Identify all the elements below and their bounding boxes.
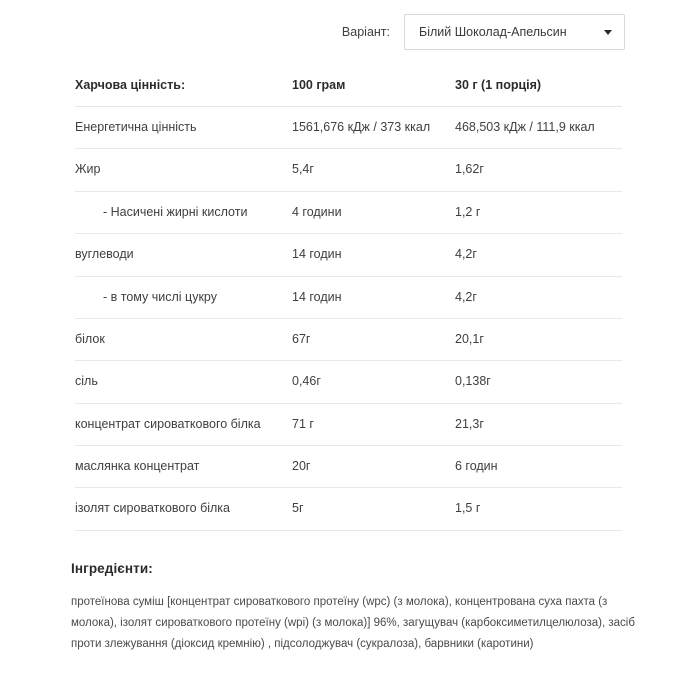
row-value-per-100g: 14 годин [292, 234, 455, 276]
table-row [75, 276, 622, 318]
row-label: - в тому числі цукру [75, 276, 292, 318]
table-row [75, 318, 622, 360]
table-row [75, 361, 622, 403]
table-row [75, 107, 622, 149]
table-row [75, 488, 622, 530]
row-value-per-100g: 4 години [292, 191, 455, 233]
variant-selector-row [0, 14, 700, 50]
row-value-per-serving: 468,503 кДж / 111,9 ккал [455, 107, 622, 149]
row-value-per-100g: 1561,676 кДж / 373 ккал [292, 107, 455, 149]
table-header-row [75, 64, 622, 107]
row-value-per-serving: 1,62г [455, 149, 622, 191]
ingredients-section [71, 561, 635, 655]
row-value-per-100g: 20г [292, 446, 455, 488]
row-label: - Насичені жирні кислоти [75, 191, 292, 233]
header-per-100g: 100 грам [292, 64, 455, 107]
table-row [75, 403, 622, 445]
row-label: білок [75, 318, 292, 360]
variant-label: Варіант: [341, 25, 390, 39]
row-value-per-100g: 67г [292, 318, 455, 360]
row-label: сіль [75, 361, 292, 403]
nutrition-table-head [75, 64, 622, 107]
row-value-per-serving: 1,2 г [455, 191, 622, 233]
row-value-per-100g: 5г [292, 488, 455, 530]
ingredients-text: протеїнова суміш [концентрат сироваткового протеїну (wpc) (з молока), концентрована суха пахта (з молока), ізолят сироваткового протеїну (wpi) (з молока)] 96%, загущувач (карбоксиметилцелюлоза), засіб проти злежування (діоксид кремнію) , підсолоджувач (сукралоза), барвники (каротини) [71, 596, 635, 650]
row-value-per-serving: 0,138г [455, 361, 622, 403]
row-value-per-serving: 6 годин [455, 446, 622, 488]
row-value-per-serving: 4,2г [455, 276, 622, 318]
nutrition-table [75, 64, 622, 531]
row-label: маслянка концентрат [75, 446, 292, 488]
table-row [75, 149, 622, 191]
row-value-per-serving: 1,5 г [455, 488, 622, 530]
nutrition-table-body [75, 107, 622, 531]
row-label: ізолят сироваткового білка [75, 488, 292, 530]
table-row [75, 234, 622, 276]
variant-selected-value: Білий Шоколад-Апельсин [419, 25, 567, 39]
row-value-per-100g: 0,46г [292, 361, 455, 403]
ingredients-title: Інгредієнти: [71, 561, 153, 576]
row-value-per-serving: 4,2г [455, 234, 622, 276]
header-per-serving: 30 г (1 порція) [455, 64, 622, 107]
chevron-down-icon [604, 30, 612, 35]
row-label: Жир [75, 149, 292, 191]
row-label: вуглеводи [75, 234, 292, 276]
row-value-per-100g: 14 годин [292, 276, 455, 318]
row-value-per-serving: 20,1г [455, 318, 622, 360]
row-label: Енергетична цінність [75, 107, 292, 149]
table-row [75, 446, 622, 488]
table-row [75, 191, 622, 233]
row-label: концентрат сироваткового білка [75, 403, 292, 445]
variant-select[interactable] [404, 14, 625, 50]
row-value-per-serving: 21,3г [455, 403, 622, 445]
row-value-per-100g: 71 г [292, 403, 455, 445]
header-nutrition-value: Харчова цінність: [75, 64, 292, 107]
row-value-per-100g: 5,4г [292, 149, 455, 191]
